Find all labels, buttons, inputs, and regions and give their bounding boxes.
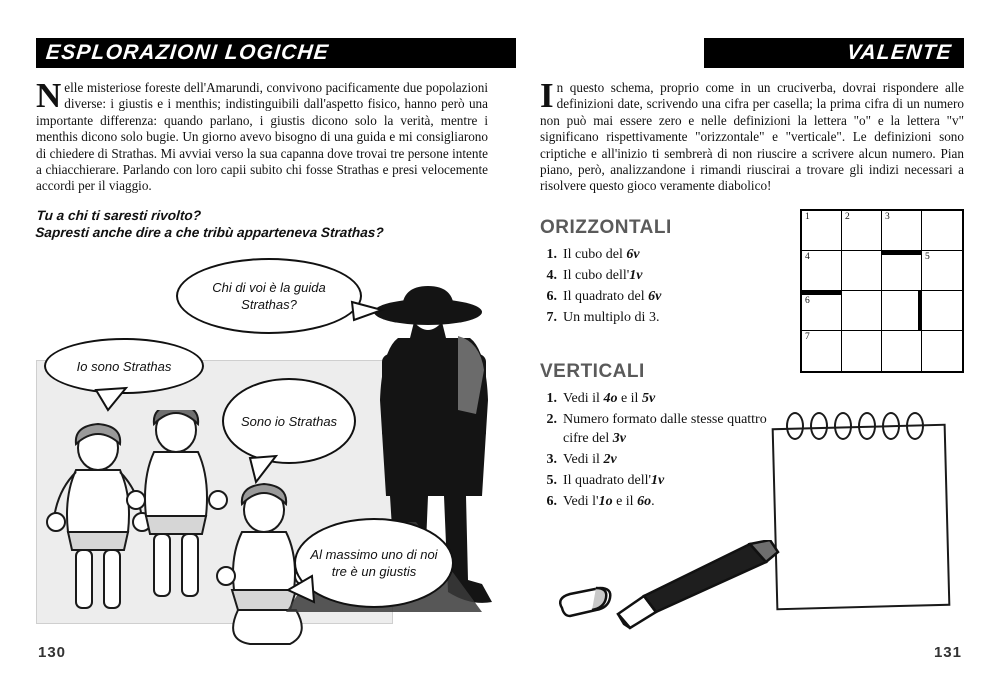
verticali-heading: VERTICALI <box>540 360 645 382</box>
clue-reference: 2v <box>603 451 617 467</box>
clue-text-pre: Vedi l' <box>563 493 599 509</box>
clue-reference: 4o <box>603 390 618 406</box>
clue-number: 2. <box>546 411 557 427</box>
clue-text <box>563 308 780 327</box>
clue-number: 1. <box>546 390 557 406</box>
grid-cell-r2c3[interactable] <box>922 291 962 331</box>
grid-cell-r3c0[interactable] <box>802 331 842 371</box>
clue-text-pre: Vedi il <box>563 390 604 406</box>
notepad-spiral-ring <box>810 412 828 440</box>
clue-text <box>563 471 790 490</box>
crossword-grid[interactable] <box>800 209 964 373</box>
grid-cell-r1c1[interactable] <box>842 251 882 291</box>
grid-cell-r0c1[interactable] <box>842 211 882 251</box>
clue-number: 6. <box>546 493 557 509</box>
notepad-spiral-ring <box>786 412 804 440</box>
clue-text-mid: e il <box>617 390 642 406</box>
clue-text <box>563 389 790 408</box>
speech-bubble-io-sono <box>44 338 204 394</box>
grid-cell-r0c2[interactable] <box>882 211 922 251</box>
grid-cell-r3c1[interactable] <box>842 331 882 371</box>
header-bar-right <box>704 38 964 68</box>
clue-text <box>563 410 790 448</box>
clue-reference: 1o <box>598 493 613 509</box>
grid-cell-number: 5 <box>925 252 930 262</box>
clue-number: 7. <box>546 309 557 325</box>
clue-text <box>563 287 780 306</box>
eraser-illustration <box>556 586 618 622</box>
clue-item <box>540 266 780 285</box>
clue-text-pre: Un multiplo di 3. <box>563 309 660 325</box>
grid-cell-r0c0[interactable] <box>802 211 842 251</box>
orizzontali-heading: ORIZZONTALI <box>540 216 672 238</box>
notepad-spiral-ring <box>834 412 852 440</box>
grid-cell-r3c2[interactable] <box>882 331 922 371</box>
speech-bubble-al-massimo-text: Al massimo uno di noi tre è un giustis <box>310 547 438 579</box>
speech-bubble-sono-io <box>222 378 356 464</box>
speech-bubble-question-text: Chi di voi è la guida Strathas? <box>212 280 326 312</box>
clue-text-mid: e il <box>612 493 638 509</box>
clue-number: 6. <box>546 288 557 304</box>
header-bar-left <box>36 38 516 68</box>
grid-cell-r0c3[interactable] <box>922 211 962 251</box>
notepad-spiral-ring <box>882 412 900 440</box>
clue-reference-2: 5v <box>641 390 656 406</box>
verticali-clue-list <box>540 389 790 511</box>
clue-text-pre: Il quadrato dell' <box>563 472 652 488</box>
right-dropcap: I <box>540 76 554 115</box>
verticali-section <box>540 361 790 511</box>
clue-text-pre: Il quadrato del <box>563 288 649 304</box>
clue-reference: 1v <box>651 472 665 488</box>
header-title-left: ESPLORAZIONI LOGICHE <box>44 41 331 64</box>
grid-cell-number: 2 <box>845 212 850 222</box>
speech-bubble-al-massimo <box>294 518 454 608</box>
left-intro-paragraph <box>36 76 488 195</box>
right-intro-text: n questo schema, proprio come in un cruciverba, dovrai rispondere alle definizioni date, scrivendo una cifra per casella; la prima cifra di un numero non può mai essere zero e nelle definizioni la lettera "o" e la lettera "v" significano rispettivamente "orizzontale" e "verticale". Le definizioni sono criptiche e all'inizio ti sembrerà di non riuscire a scrivere alcun numero. Pian piano, però, analizzandone i rimandi riuscirai a trovare gli indizi necessari a risolvere questo gioco veramente diabolico! <box>540 80 964 194</box>
grid-cell-number: 6 <box>805 296 810 306</box>
clue-number: 3. <box>546 451 557 467</box>
speech-bubble-io-sono-text: Io sono Strathas <box>76 358 172 374</box>
notepad-spiral-ring <box>906 412 924 440</box>
clue-reference: 1v <box>629 267 643 283</box>
question-one: Tu a chi ti saresti rivolto? <box>36 207 202 223</box>
left-dropcap: N <box>36 76 62 115</box>
clue-text-pre: Il cubo del <box>563 246 627 262</box>
clue-text-pre: Vedi il <box>563 451 604 467</box>
clue-reference: 3v <box>612 430 626 446</box>
orizzontali-clue-list <box>540 245 780 327</box>
grid-cell-number: 7 <box>805 332 810 342</box>
folio-left: 130 <box>38 644 67 661</box>
notepad-front-sheet <box>772 424 951 610</box>
notepad-illustration <box>766 408 956 608</box>
clue-text <box>563 450 790 469</box>
clue-item <box>540 308 780 327</box>
orizzontali-section <box>540 217 780 327</box>
grid-cell-number: 3 <box>885 212 890 222</box>
clue-reference: 6v <box>648 288 662 304</box>
grid-cell-r2c0[interactable] <box>802 291 842 331</box>
clue-text <box>563 245 780 264</box>
grid-cell-number: 4 <box>805 252 810 262</box>
folio-right: 131 <box>933 644 962 661</box>
illustration <box>36 258 491 623</box>
page-header <box>36 38 964 68</box>
left-intro-text: elle misteriose foreste dell'Amarundi, convivono pacificamente due popolazioni diverse: i giustis e i menthis; indistinguibili dall'aspetto fisico, hanno però una importante differenza: quando parlano, i giustis dicono solo la verità, mentre i menthis dicono solo bugie. Un giorno avevo bisogno di una guida e mi consigliarono di chiedere di Strathas. Mi avviai verso la sua capanna dove trovai tre persone intente a chiacchierare. Parlando con loro capii subito chi fosse Strathas e presi velocemente accordi per il viaggio. <box>36 80 488 194</box>
clue-item <box>540 287 780 306</box>
clue-item <box>540 471 790 490</box>
grid-cell-number: 1 <box>805 212 810 222</box>
clue-text-post: . <box>651 493 655 509</box>
pencil-illustration <box>600 540 790 630</box>
grid-cell-r3c3[interactable] <box>922 331 962 371</box>
clue-item <box>540 245 780 264</box>
grid-cell-r1c2[interactable] <box>882 251 922 291</box>
grid-cell-r2c2[interactable] <box>882 291 922 331</box>
speech-bubble-question <box>176 258 362 334</box>
grid-cell-r1c3[interactable] <box>922 251 962 291</box>
clue-number: 4. <box>546 267 557 283</box>
clue-item <box>540 410 790 448</box>
clue-text-pre: Numero formato dalle stesse quattro cifre del <box>563 411 767 446</box>
clue-text <box>563 266 780 285</box>
left-column <box>34 76 488 241</box>
clue-item <box>540 492 790 511</box>
clue-item <box>540 450 790 469</box>
grid-cell-r1c0[interactable] <box>802 251 842 291</box>
speech-bubble-sono-io-text: Sono io Strathas <box>240 413 338 429</box>
clue-text-pre: Il cubo dell' <box>563 267 630 283</box>
notepad-spiral-ring <box>858 412 876 440</box>
left-questions <box>35 207 489 241</box>
clue-number: 5. <box>546 472 557 488</box>
question-two: Sapresti anche dire a che tribù apparteneva Strathas? <box>34 224 385 240</box>
clue-text <box>563 492 790 511</box>
clue-reference-2: 6o <box>637 493 652 509</box>
clue-reference: 6v <box>626 246 640 262</box>
grid-cell-r2c1[interactable] <box>842 291 882 331</box>
header-title-right: VALENTE <box>845 41 954 64</box>
right-intro-paragraph <box>540 76 964 195</box>
clue-item <box>540 389 790 408</box>
clue-number: 1. <box>546 246 557 262</box>
